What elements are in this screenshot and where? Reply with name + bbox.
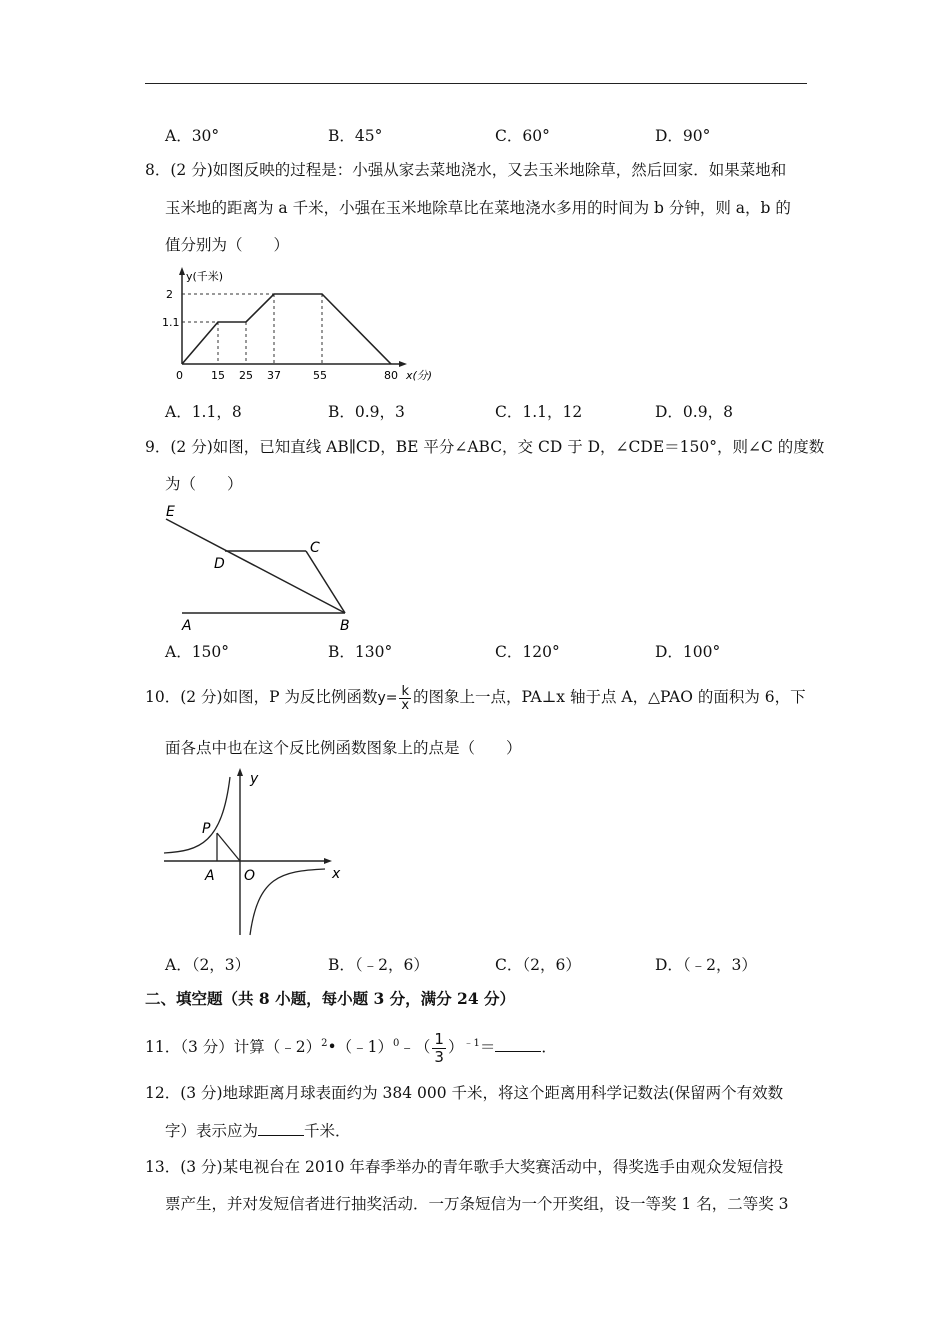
q10-option-c[interactable]: C．（2，6） [495, 956, 581, 974]
q11-text-mid2: ﹣（ [399, 1038, 431, 1057]
q11-question [145, 1024, 810, 1064]
q10-question-line1 [145, 680, 810, 714]
q12-question-line2 [165, 1120, 830, 1142]
q10-fraction-num: k [401, 683, 410, 699]
q12-answer-blank[interactable] [258, 1121, 304, 1136]
q10-text-pre: 10．(2 分)如图，P 为反比例函数 [145, 688, 378, 706]
q7-option-d[interactable]: D．90° [655, 127, 711, 145]
q8-ytick-2: 2 [166, 288, 173, 301]
q9-label-d: D [214, 556, 225, 572]
q8-xtick-80: 80 [384, 369, 398, 382]
q10-option-d[interactable]: D．（﹣2，3） [655, 956, 757, 974]
q9-parallel-lines-figure [160, 500, 360, 635]
q8-distance-time-graph [162, 265, 452, 390]
header-rule [145, 83, 807, 84]
q9-option-b[interactable]: B．130° [328, 643, 393, 661]
q11-exponent-1: 2 [321, 1038, 328, 1049]
q11-text-pre: 11．（3 分）计算（﹣2） [145, 1038, 322, 1057]
q11-text-end: ． [541, 1038, 557, 1057]
q11-answer-blank[interactable] [495, 1037, 541, 1052]
q8-journey-line [182, 294, 391, 364]
q8-xtick-0: 0 [176, 369, 183, 382]
q10-label-o: O [244, 868, 256, 884]
q8-xtick-15: 15 [211, 369, 225, 382]
q10-fraction-lhs: y= [377, 690, 398, 706]
q10-curve-lower-right [250, 869, 325, 935]
q8-question-line1: 8．(2 分)如图反映的过程是：小强从家去菜地浇水，又去玉米地除草，然后回家．如果菜地和 [145, 161, 787, 179]
q8-option-b[interactable]: B．0.9，3 [328, 403, 405, 421]
q8-x-axis-arrow-icon [399, 361, 407, 367]
q9-line-eb [166, 519, 345, 613]
q8-y-axis-arrow-icon [179, 267, 185, 275]
q8-x-label: x(分) [406, 369, 433, 382]
q11-exponent-2: 0 [393, 1038, 400, 1049]
q12-text-post: 千米． [304, 1122, 351, 1140]
q9-question-line1: 9．(2 分)如图，已知直线 AB∥CD，BE 平分∠ABC，交 CD 于 D，∠CDE＝150°，则∠C 的度数 [145, 438, 825, 456]
q10-x-axis-arrow-icon [324, 858, 332, 864]
q10-y-axis-arrow-icon [237, 768, 243, 776]
q11-text-mid: •（﹣1） [327, 1038, 394, 1057]
q9-label-e: E [166, 504, 175, 520]
q7-option-c[interactable]: C．60° [495, 127, 550, 145]
q10-option-b[interactable]: B．（﹣2，6） [328, 956, 429, 974]
q8-question-line3: 值分别为（ ） [165, 236, 290, 254]
q9-label-b: B [340, 618, 350, 634]
q10-segment-po [217, 833, 240, 861]
q8-y-label: y(千米) [186, 270, 224, 283]
q8-xtick-37: 37 [267, 369, 281, 382]
q10-inverse-function-graph [160, 765, 350, 940]
q9-line-cb [306, 551, 345, 613]
q10-text-post: 的图象上一点，PA⊥x 轴于点 A，△PAO 的面积为 6，下 [413, 688, 806, 706]
q11-text-close: ） [447, 1038, 464, 1057]
q13-question-line1: 13．(3 分)某电视台在 2010 年春季举办的青年歌手大奖赛活动中，得奖选手由观众发短信投 [145, 1158, 784, 1176]
q7-option-a[interactable]: A．30° [165, 127, 220, 145]
q9-label-a: A [182, 618, 192, 634]
q8-question-line2: 玉米地的距离为 a 千米，小强在玉米地除草比在菜地浇水多用的时间为 b 分钟，则 a，b 的 [165, 199, 791, 217]
q8-xtick-25: 25 [239, 369, 253, 382]
q9-label-c: C [310, 540, 320, 556]
q9-question-line2: 为（ ） [165, 475, 243, 493]
q9-option-a[interactable]: A．150° [165, 643, 230, 661]
q10-question-line2: 面各点中也在这个反比例函数图象上的点是（ ） [165, 739, 522, 757]
q12-question-line1: 12．(3 分)地球距离月球表面约为 384 000 千米，将这个距离用科学记数法(保留两个有效数 [145, 1084, 784, 1102]
q8-option-c[interactable]: C．1.1，12 [495, 403, 583, 421]
q10-label-y: y [250, 771, 259, 787]
q10-fraction-den: x [401, 697, 410, 713]
q10-label-p: P [202, 821, 211, 837]
q10-fraction-k-over-x [399, 685, 411, 712]
q13-question-line2: 票产生，并对发短信者进行抽奖活动．一万条短信为一个开奖组，设一等奖 1 名，二等奖 3 [165, 1195, 789, 1213]
q11-fraction-den: 3 [434, 1047, 444, 1066]
q10-option-a[interactable]: A．（2，3） [165, 956, 251, 974]
q11-fraction-one-third [432, 1031, 446, 1066]
q8-option-d[interactable]: D．0.9，8 [655, 403, 733, 421]
q7-option-b[interactable]: B．45° [328, 127, 383, 145]
q8-option-a[interactable]: A．1.1，8 [165, 403, 242, 421]
q11-text-eq: ＝ [479, 1038, 496, 1057]
q12-text-pre: 字）表示应为 [165, 1122, 259, 1140]
q8-xtick-55: 55 [313, 369, 327, 382]
q10-curve-upper-left [164, 777, 230, 853]
q11-exponent-3: ﹣1 [463, 1038, 480, 1049]
q10-label-a: A [205, 868, 215, 884]
q10-label-x: x [332, 866, 341, 882]
q8-ytick-1.1: 1.1 [162, 316, 180, 329]
section2-heading: 二、填空题（共 8 小题，每小题 3 分，满分 24 分） [145, 989, 516, 1008]
q9-option-c[interactable]: C．120° [495, 643, 560, 661]
q11-fraction-num: 1 [434, 1029, 444, 1048]
q9-option-d[interactable]: D．100° [655, 643, 721, 661]
